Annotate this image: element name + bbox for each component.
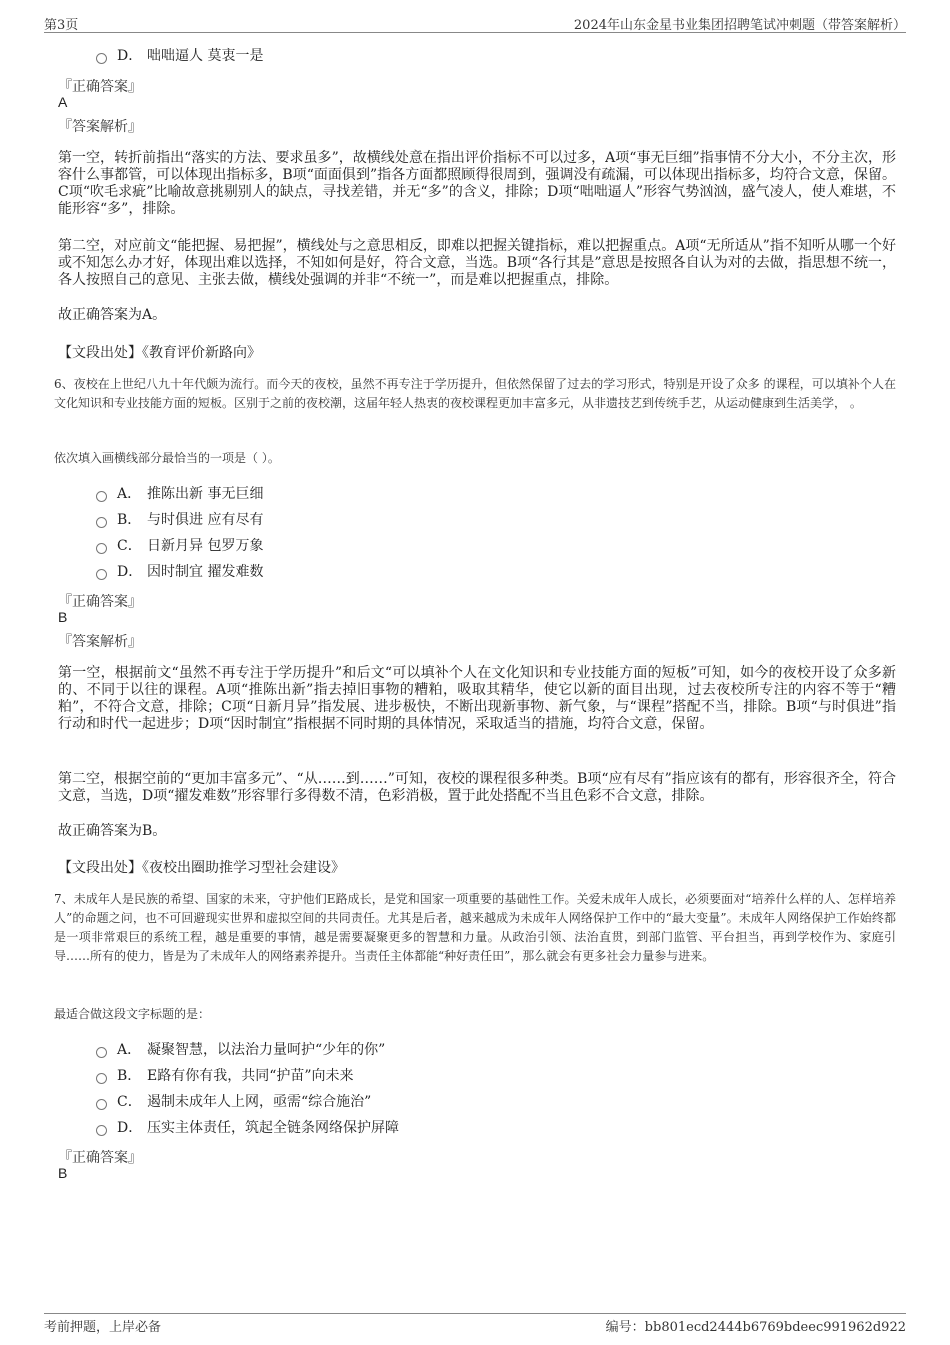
q7-answer-label: 『正确答案』 [58, 1150, 142, 1166]
radio-icon[interactable] [96, 517, 107, 528]
document-title: 2024年山东金星书业集团招聘笔试冲刺题（带答案解析） [573, 18, 906, 33]
q6-stem: 6、夜校在上世纪八九十年代颇为流行。而今天的夜校，虽然不再专注于学历提升，但依然保留了过去的学习形式，特别是开设了众多 的课程，可以填补个人在文化知识和专业技能方面的短板。区别于之前的夜校潮，这届年轻人热衷的夜校课程更加丰富多元，从非遗技艺到传统手艺，从运动健康到生活美学， 。 [54, 377, 896, 410]
q7-option-c[interactable]: C． 遏制未成年人上网，亟需“综合施治” [96, 1092, 371, 1112]
q6-prompt: 依次填入画横线部分最恰当的一项是（ ）。 [54, 451, 280, 465]
radio-icon[interactable] [96, 1099, 107, 1110]
radio-icon[interactable] [96, 569, 107, 580]
q6-source: 【文段出处】《夜校出圈助推学习型社会建设》 [58, 860, 345, 876]
q6-option-b[interactable]: B． 与时俱进 应有尽有 [96, 510, 263, 530]
q6-answer: B [58, 609, 68, 625]
q6-analysis-label: 『答案解析』 [58, 634, 142, 650]
footer-slogan: 考前押题，上岸必备 [44, 1320, 162, 1335]
q7-answer: B [58, 1165, 68, 1181]
radio-icon[interactable] [96, 491, 107, 502]
q6-conclusion: 故正确答案为B。 [58, 823, 167, 839]
q6-option-d[interactable]: D． 因时制宜 擢发难数 [96, 562, 263, 582]
q6-answer-label: 『正确答案』 [58, 594, 142, 610]
page-footer [44, 1313, 906, 1335]
q7-option-d[interactable]: D． 压实主体责任，筑起全链条网络保护屏障 [96, 1118, 399, 1138]
q6-option-c[interactable]: C． 日新月异 包罗万象 [96, 536, 263, 556]
q5-analysis-label: 『答案解析』 [58, 119, 142, 135]
q5-answer-label: 『正确答案』 [58, 79, 142, 95]
page-number: 第3页 [44, 18, 79, 33]
q6-analysis-p1: 第一空，根据前文“虽然不再专注于学历提升”和后文“可以填补个人在文化知识和专业技能方面的短板”可知，如今的夜校开设了众多新的、不同于以往的课程。A项“推陈出新”指去掉旧事物的糟粕，吸取其精华，使它以新的面目出现，过去夜校所专注的内容不等于“糟粕”，不符合文意，排除；C项“日新月异”指发展、进步极快，不断出现新事物、新气象，与“课程”搭配不当，排除。B项“与时俱进”指行动和时代一起进步；D项“因时制宜”指根据不同时期的具体情况，采取适当的措施，均符合文意，保留。 [58, 665, 896, 732]
q7-option-a[interactable]: A． 凝聚智慧，以法治力量呵护“少年的你” [96, 1040, 385, 1060]
radio-icon[interactable] [96, 1125, 107, 1136]
q7-prompt: 最适合做这段文字标题的是： [54, 1007, 211, 1021]
q5-answer: A [58, 94, 68, 110]
radio-icon[interactable] [96, 53, 107, 64]
q5-source: 【文段出处】《教育评价新路向》 [58, 345, 261, 361]
q5-option-d[interactable]: D． 咄咄逼人 莫衷一是 [96, 46, 263, 66]
page-header [44, 12, 906, 33]
q5-analysis-p2: 第二空，对应前文“能把握、易把握”，横线处与之意思相反，即难以把握关键指标，难以把握重点。A项“无所适从”指不知听从哪一个好或不知怎么办才好，体现出难以选择，不知如何是好，符合文意，当选。B项“各行其是”意思是按照各自认为对的去做，指思想不统一，各人按照自己的意见、主张去做，横线处强调的并非“不统一”，而是难以把握重点，排除。 [58, 238, 896, 288]
q5-conclusion: 故正确答案为A。 [58, 307, 167, 323]
document-code: 编号：bb801ecd2444b6769bdeec991962d922 [605, 1320, 906, 1335]
q7-stem: 7、未成年人是民族的希望、国家的未来，守护他们E路成长，是党和国家一项重要的基础性工作。关爱未成年人成长，必须要面对“培养什么样的人、怎样培养人”的命题之问，也不可回避现实世界和虚拟空间的共同责任。尤其是后者，越来越成为未成年人网络保护工作中的“最大变量”。未成年人网络保护工作始终都是一项非常艰巨的系统工程，越是重要的事情，越是需要凝聚更多的智慧和力量。从政治引领、法治直贯，到部门监管、平台担当，再到学校作为、家庭引导……所有的使力，皆是为了未成年人的网络素养提升。当责任主体都能“种好责任田”，那么就会有更多社会力量参与进来。 [54, 892, 896, 963]
q6-option-a[interactable]: A． 推陈出新 事无巨细 [96, 484, 263, 504]
q7-option-b[interactable]: B． E路有你有我，共同“护苗”向未来 [96, 1066, 354, 1086]
q5-analysis-p1: 第一空，转折前指出“落实的方法、要求虽多”，故横线处意在指出评价指标不可以过多，A项“事无巨细”指事情不分大小，不分主次，形容什么事都管，可以体现出指标多，B项“面面俱到”指各方面都照顾得很周到，强调没有疏漏，可以体现出指标多，均符合文意，保留。C项“吹毛求疵”比喻故意挑剔别人的缺点，寻找差错，并无“多”的含义，排除；D项“咄咄逼人”形容气势汹汹，盛气凌人，使人难堪，不能形容“多”，排除。 [58, 150, 896, 217]
radio-icon[interactable] [96, 543, 107, 554]
radio-icon[interactable] [96, 1073, 107, 1084]
q6-analysis-p2: 第二空，根据空前的“更加丰富多元”、“从……到……”可知，夜校的课程很多种类。B项“应有尽有”指应该有的都有，形容很齐全，符合文意，当选，D项“擢发难数”形容罪行多得数不清，色彩消极，置于此处搭配不当且色彩不合文意，排除。 [58, 771, 896, 804]
radio-icon[interactable] [96, 1047, 107, 1058]
